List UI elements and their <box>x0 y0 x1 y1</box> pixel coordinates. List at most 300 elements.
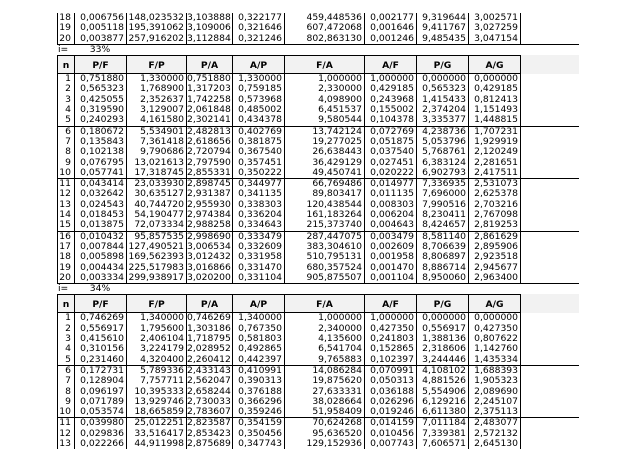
table-cell: 0,020222 <box>365 168 417 178</box>
table-cell: 0,007743 <box>365 439 417 449</box>
table-cell: 4,881526 <box>417 376 469 386</box>
table-cell: 0,746269 <box>187 313 233 323</box>
table-cell: 2,618656 <box>187 137 233 147</box>
table-cell: 4 <box>57 105 75 115</box>
table-cell: 40,744720 <box>127 200 187 210</box>
table-row <box>57 242 579 252</box>
table-cell: 1,742258 <box>187 95 233 105</box>
table-cell: 0,429185 <box>469 84 521 94</box>
table-cell: 2,260412 <box>187 355 233 365</box>
table-cell: 0,003877 <box>75 34 127 44</box>
table-row <box>57 137 579 147</box>
table-cell: 0,357451 <box>233 158 285 168</box>
table-cell: 0,014159 <box>365 418 417 428</box>
table-cell: 0,026296 <box>365 397 417 407</box>
table-cell: 0,565323 <box>417 84 469 94</box>
col-af: A/F <box>365 294 417 313</box>
table-cell: 3,020200 <box>187 273 233 283</box>
table-cell: 2,898745 <box>187 179 233 189</box>
table-cell: 0,005118 <box>75 23 127 33</box>
table-cell: 0,381875 <box>233 137 285 147</box>
table-cell: 3,335377 <box>417 115 469 125</box>
table-cell: 0,812413 <box>469 95 521 105</box>
col-ag: A/G <box>469 294 521 313</box>
table-cell: 9,319644 <box>417 13 469 23</box>
top-rows <box>57 13 579 45</box>
table-cell: 20 <box>57 34 75 44</box>
table-cell: 0,240293 <box>75 115 127 125</box>
table-row <box>57 23 579 33</box>
table-cell: 89,803417 <box>285 189 365 199</box>
table-cell: 11 <box>57 418 75 428</box>
table-cell: 3,016866 <box>187 263 233 273</box>
table-cell: 19 <box>57 23 75 33</box>
table-row <box>57 74 579 84</box>
table-cell: 129,152936 <box>285 439 365 449</box>
table-cell: 8 <box>57 147 75 157</box>
table-cell: 2,955930 <box>187 200 233 210</box>
table-cell: 0,321646 <box>233 23 285 33</box>
table-cell: 2 <box>57 324 75 334</box>
table-cell: 0,556917 <box>417 324 469 334</box>
col-pa: P/A <box>187 294 233 313</box>
table-row <box>57 397 579 407</box>
table-cell: 0,231460 <box>75 355 127 365</box>
table-cell: 2,819253 <box>469 220 521 230</box>
table-cell: 802,863130 <box>285 34 365 44</box>
table-cell: 0,152865 <box>365 344 417 354</box>
table-cell: 1,303186 <box>187 324 233 334</box>
table-cell: 3,112884 <box>187 34 233 44</box>
table-cell: 0,096197 <box>75 387 127 397</box>
table-cell: 0,333479 <box>233 232 285 242</box>
rate-row-33 <box>57 45 579 55</box>
table-cell: 2,963400 <box>469 273 521 283</box>
table-cell: 2,089690 <box>469 387 521 397</box>
table-cell: 8,581140 <box>417 232 469 242</box>
table-cell: 0,402769 <box>233 127 285 137</box>
table-cell: 1,929919 <box>469 137 521 147</box>
table-cell: 0,014977 <box>365 179 417 189</box>
table-cell: 0,338303 <box>233 200 285 210</box>
table-row <box>57 189 579 199</box>
table-cell: 6,902793 <box>417 168 469 178</box>
table-cell: 23,033930 <box>127 179 187 189</box>
rate-value: 34% <box>89 284 111 295</box>
table-cell: 257,916202 <box>127 34 187 44</box>
table-cell: 25,012251 <box>127 418 187 428</box>
table-cell: 9,765883 <box>285 355 365 365</box>
table-cell: 33,516417 <box>127 429 187 439</box>
table-cell: 161,183264 <box>285 210 365 220</box>
table-cell: 14 <box>57 210 75 220</box>
table-cell: 0,076795 <box>75 158 127 168</box>
table-cell: 5,053796 <box>417 137 469 147</box>
table-cell: 2,572132 <box>469 429 521 439</box>
table-cell: 8,886714 <box>417 263 469 273</box>
table-cell: 72,073334 <box>127 220 187 230</box>
table-row <box>57 418 579 428</box>
table-cell: 0,036188 <box>365 387 417 397</box>
table-cell: 2,562047 <box>187 376 233 386</box>
table-cell: 2,988258 <box>187 220 233 230</box>
col-fa: F/A <box>285 55 365 74</box>
table-cell: 0,102138 <box>75 147 127 157</box>
table-cell: 7 <box>57 376 75 386</box>
table-cell: 38,028664 <box>285 397 365 407</box>
col-af: A/F <box>365 55 417 74</box>
table-cell: 0,019246 <box>365 407 417 417</box>
table-row <box>57 220 579 231</box>
table-cell: 0,050313 <box>365 376 417 386</box>
table-cell: 0,032642 <box>75 189 127 199</box>
table-cell: 0,003334 <box>75 273 127 283</box>
table-cell: 2,823587 <box>187 418 233 428</box>
table-cell: 2,417511 <box>469 168 521 178</box>
table-row <box>57 387 579 397</box>
table-cell: 17 <box>57 242 75 252</box>
table-cell: 1,000000 <box>285 74 365 84</box>
table-cell: 9,485435 <box>417 34 469 44</box>
table-cell: 0,807622 <box>469 334 521 344</box>
table-cell: 44,911998 <box>127 439 187 449</box>
table-row <box>57 273 579 284</box>
table-row <box>57 407 579 418</box>
table-cell: 36,429129 <box>285 158 365 168</box>
table-cell: 1,768900 <box>127 84 187 94</box>
table-cell: 2,645130 <box>469 439 521 449</box>
table-cell: 0,000000 <box>417 313 469 323</box>
table-cell: 4,238736 <box>417 127 469 137</box>
table-cell: 2,923518 <box>469 252 521 262</box>
table-cell: 3,103888 <box>187 13 233 23</box>
table-cell: 27,633331 <box>285 387 365 397</box>
col-fp: F/P <box>127 55 187 74</box>
table-cell: 0,427350 <box>365 324 417 334</box>
table-cell: 0,415610 <box>75 334 127 344</box>
column-header-34 <box>57 294 579 313</box>
table-cell: 9,580544 <box>285 115 365 125</box>
table-cell: 10 <box>57 407 75 417</box>
table-cell: 0,427350 <box>469 324 521 334</box>
table-cell: 17,318745 <box>127 168 187 178</box>
table-cell: 2,245107 <box>469 397 521 407</box>
table-cell: 4,161580 <box>127 115 187 125</box>
table-cell: 0,581803 <box>233 334 285 344</box>
table-cell: 3,006534 <box>187 242 233 252</box>
table-cell: 2,998690 <box>187 232 233 242</box>
table-cell: 2,875689 <box>187 439 233 449</box>
table-cell: 1,688393 <box>469 366 521 376</box>
table-cell: 2,783607 <box>187 407 233 417</box>
table-cell: 0,001246 <box>365 34 417 44</box>
table-cell: 0,008303 <box>365 200 417 210</box>
table-cell: 0,053574 <box>75 407 127 417</box>
table-cell: 0,556917 <box>75 324 127 334</box>
table-cell: 0,442397 <box>233 355 285 365</box>
table-cell: 0,429185 <box>365 84 417 94</box>
table-cell: 9,790686 <box>127 147 187 157</box>
rate-label: i= <box>58 44 69 55</box>
table-cell: 5 <box>57 355 75 365</box>
table-cell: 0,485002 <box>233 105 285 115</box>
col-pg: P/G <box>417 55 469 74</box>
table-row <box>57 147 579 157</box>
table-cell: 510,795131 <box>285 252 365 262</box>
rate-label: i= <box>58 284 69 295</box>
table-cell: 19 <box>57 263 75 273</box>
table-cell: 5,768761 <box>417 147 469 157</box>
table-cell: 0,341135 <box>233 189 285 199</box>
table-cell: 287,447075 <box>285 232 365 242</box>
table-cell: 26,638443 <box>285 147 365 157</box>
table-cell: 0,565323 <box>75 84 127 94</box>
table-cell: 2,281651 <box>469 158 521 168</box>
table-cell: 6,383124 <box>417 158 469 168</box>
table-cell: 7,361418 <box>127 137 187 147</box>
table-cell: 0,331958 <box>233 252 285 262</box>
table-cell: 7,339381 <box>417 429 469 439</box>
table-cell: 8,706639 <box>417 242 469 252</box>
table-cell: 0,241803 <box>365 334 417 344</box>
table-cell: 14,086284 <box>285 366 365 376</box>
table-row <box>57 127 579 137</box>
table-cell: 66,769486 <box>285 179 365 189</box>
table-row <box>57 313 579 323</box>
table-cell: 4,135600 <box>285 334 365 344</box>
table-cell: 15 <box>57 220 75 230</box>
table-row <box>57 334 579 344</box>
table-cell: 195,391062 <box>127 23 187 33</box>
table-cell: 11 <box>57 179 75 189</box>
table-cell: 1,000000 <box>285 313 365 323</box>
table-cell: 3,027259 <box>469 23 521 33</box>
table-cell: 7,606571 <box>417 439 469 449</box>
table-cell: 2,625378 <box>469 189 521 199</box>
table-cell: 1,000000 <box>365 74 417 84</box>
table-cell: 4 <box>57 344 75 354</box>
table-cell: 13,021613 <box>127 158 187 168</box>
table-cell: 0,000000 <box>469 74 521 84</box>
table-cell: 5,534901 <box>127 127 187 137</box>
table-row <box>57 95 579 105</box>
table-row <box>57 84 579 94</box>
table-cell: 9,411767 <box>417 23 469 33</box>
rate-value: 33% <box>89 44 111 55</box>
table-cell: 6 <box>57 127 75 137</box>
table-cell: 0,013875 <box>75 220 127 230</box>
table-cell: 2,340000 <box>285 324 365 334</box>
table-cell: 6,611380 <box>417 407 469 417</box>
table-cell: 4,098900 <box>285 95 365 105</box>
table-cell: 0,759185 <box>233 84 285 94</box>
table-cell: 6,129216 <box>417 397 469 407</box>
table-row <box>57 158 579 168</box>
table-cell: 0,135843 <box>75 137 127 147</box>
table-cell: 0,004643 <box>365 220 417 230</box>
table-cell: 1 <box>57 313 75 323</box>
table-cell: 7,757711 <box>127 376 187 386</box>
table-row <box>57 210 579 220</box>
table-cell: 1,000000 <box>365 313 417 323</box>
table-cell: 49,450741 <box>285 168 365 178</box>
col-fa: F/A <box>285 294 365 313</box>
col-fp: F/P <box>127 294 187 313</box>
table-row <box>57 115 579 126</box>
table-cell: 1,448815 <box>469 115 521 125</box>
table-cell: 0,027451 <box>365 158 417 168</box>
table-cell: 0,767350 <box>233 324 285 334</box>
table-cell: 2,352637 <box>127 95 187 105</box>
table-cell: 1,340000 <box>127 313 187 323</box>
table-row <box>57 366 579 376</box>
table-cell: 0,070991 <box>365 366 417 376</box>
table-cell: 0,310156 <box>75 344 127 354</box>
table-cell: 0,751880 <box>187 74 233 84</box>
table-cell: 0,072769 <box>365 127 417 137</box>
table-cell: 1,718795 <box>187 334 233 344</box>
table-cell: 299,938917 <box>127 273 187 283</box>
table-cell: 10 <box>57 168 75 178</box>
table-cell: 0,366296 <box>233 397 285 407</box>
table-row <box>57 439 579 449</box>
table-cell: 0,746269 <box>75 313 127 323</box>
table-cell: 0,006204 <box>365 210 417 220</box>
table-cell: 18 <box>57 252 75 262</box>
table-cell: 0,492865 <box>233 344 285 354</box>
table-cell: 0,336204 <box>233 210 285 220</box>
table-cell: 3 <box>57 95 75 105</box>
col-ag: A/G <box>469 55 521 74</box>
table-cell: 2,061848 <box>187 105 233 115</box>
table-cell: 0,022266 <box>75 439 127 449</box>
table-cell: 2,375113 <box>469 407 521 417</box>
table-cell: 0,347743 <box>233 439 285 449</box>
table-cell: 0,321246 <box>233 34 285 44</box>
table-cell: 2,767098 <box>469 210 521 220</box>
table-cell: 19,875620 <box>285 376 365 386</box>
table-cell: 2,120249 <box>469 147 521 157</box>
table-cell: 3,224179 <box>127 344 187 354</box>
table-cell: 0,001958 <box>365 252 417 262</box>
section-33-rows <box>57 74 579 284</box>
table-cell: 0,007844 <box>75 242 127 252</box>
table-row <box>57 324 579 334</box>
table-cell: 0,410991 <box>233 366 285 376</box>
table-cell: 7,990516 <box>417 200 469 210</box>
table-cell: 0,039980 <box>75 418 127 428</box>
table-cell: 12 <box>57 429 75 439</box>
table-cell: 3,012432 <box>187 252 233 262</box>
table-cell: 1,707231 <box>469 127 521 137</box>
table-cell: 0,001470 <box>365 263 417 273</box>
table-cell: 16 <box>57 232 75 242</box>
table-cell: 3,047154 <box>469 34 521 44</box>
table-cell: 1,330000 <box>127 74 187 84</box>
table-cell: 0,350456 <box>233 429 285 439</box>
table-cell: 680,357524 <box>285 263 365 273</box>
table-cell: 0,751880 <box>75 74 127 84</box>
col-ap: A/P <box>233 294 285 313</box>
table-cell: 51,958409 <box>285 407 365 417</box>
table-cell: 0,018453 <box>75 210 127 220</box>
table-cell: 3,244446 <box>417 355 469 365</box>
table-cell: 8,806897 <box>417 252 469 262</box>
col-pg: P/G <box>417 294 469 313</box>
table-row <box>57 232 579 242</box>
table-cell: 2,330000 <box>285 84 365 94</box>
table-cell: 148,023532 <box>127 13 187 23</box>
table-row <box>57 376 579 386</box>
table-cell: 2,853423 <box>187 429 233 439</box>
table-row <box>57 355 579 366</box>
table-cell: 0,354159 <box>233 418 285 428</box>
table-cell: 905,875507 <box>285 273 365 283</box>
table-cell: 0,006756 <box>75 13 127 23</box>
table-cell: 1,435334 <box>469 355 521 365</box>
table-cell: 0,319590 <box>75 105 127 115</box>
table-cell: 4,108102 <box>417 366 469 376</box>
table-cell: 0,003479 <box>365 232 417 242</box>
table-cell: 54,190477 <box>127 210 187 220</box>
table-cell: 2,658244 <box>187 387 233 397</box>
table-cell: 0,331470 <box>233 263 285 273</box>
table-cell: 0,102397 <box>365 355 417 365</box>
table-cell: 2,797590 <box>187 158 233 168</box>
table-cell: 13,929746 <box>127 397 187 407</box>
table-cell: 9 <box>57 397 75 407</box>
table-cell: 1,330000 <box>233 74 285 84</box>
table-cell: 0,359246 <box>233 407 285 417</box>
table-cell: 0,000000 <box>469 313 521 323</box>
table-cell: 0,001104 <box>365 273 417 283</box>
table-cell: 2,406104 <box>127 334 187 344</box>
table-cell: 1 <box>57 74 75 84</box>
table-row <box>57 344 579 354</box>
table-cell: 0,128904 <box>75 376 127 386</box>
table-cell: 383,304610 <box>285 242 365 252</box>
table-cell: 18,665859 <box>127 407 187 417</box>
table-cell: 8 <box>57 387 75 397</box>
table-cell: 0,010432 <box>75 232 127 242</box>
table-cell: 2,482813 <box>187 127 233 137</box>
table-cell: 2,945677 <box>469 263 521 273</box>
table-cell: 607,472068 <box>285 23 365 33</box>
table-cell: 2,483077 <box>469 418 521 428</box>
table-row <box>57 200 579 210</box>
table-cell: 0,573968 <box>233 95 285 105</box>
table-cell: 13,742124 <box>285 127 365 137</box>
col-n: n <box>57 294 75 313</box>
table-cell: 0,004434 <box>75 263 127 273</box>
table-cell: 0,334643 <box>233 220 285 230</box>
table-cell: 0,043414 <box>75 179 127 189</box>
table-cell: 1,151493 <box>469 105 521 115</box>
table-cell: 2,703216 <box>469 200 521 210</box>
table-cell: 1,415433 <box>417 95 469 105</box>
table-cell: 0,057741 <box>75 168 127 178</box>
table-cell: 0,024543 <box>75 200 127 210</box>
table-cell: 70,624268 <box>285 418 365 428</box>
table-cell: 2,433143 <box>187 366 233 376</box>
table-cell: 95,857535 <box>127 232 187 242</box>
table-cell: 0,390313 <box>233 376 285 386</box>
table-cell: 0,071789 <box>75 397 127 407</box>
section-34-rows <box>57 313 579 449</box>
table-cell: 5,789336 <box>127 366 187 376</box>
table-cell: 0,367540 <box>233 147 285 157</box>
table-cell: 2,720794 <box>187 147 233 157</box>
